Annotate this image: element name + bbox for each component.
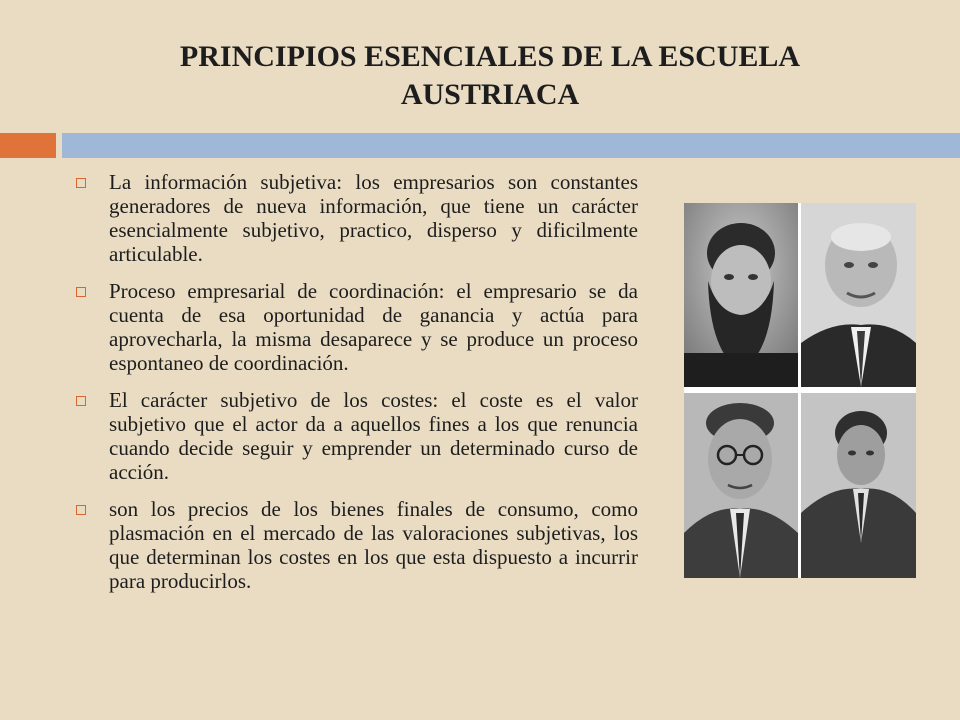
portrait-elderly-man-icon <box>801 203 916 387</box>
square-bullet-icon <box>76 505 86 515</box>
square-bullet-icon <box>76 396 86 406</box>
bullet-text: Proceso empresarial de coordinación: el empresario se da cuenta de esa oportunidad de ganancia y actúa para aprovecharla, la misma desaparece y se produce un proceso espontaneo de coordinación. <box>109 279 638 375</box>
slide-title-line-2: AUSTRIACA <box>400 78 580 111</box>
portrait-man-suit-icon <box>801 393 916 578</box>
square-bullet-icon <box>76 178 86 188</box>
slide-title <box>130 38 850 114</box>
accent-bar-orange <box>0 133 56 158</box>
slide-title-line-1: PRINCIPIOS ESENCIALES DE LA ESCUELA <box>179 40 801 73</box>
bullet-item <box>76 170 638 266</box>
accent-bar-blue <box>62 133 960 158</box>
bullet-list <box>76 170 638 606</box>
bullet-item <box>76 388 638 484</box>
bullet-text: son los precios de los bienes finales de consumo, como plasmación en el mercado de las valoraciones subjetivas, los que determinan los costes en los que esta dispuesto a incurrir para producirlos. <box>109 497 638 593</box>
portrait-man-glasses-icon <box>684 393 798 578</box>
bullet-item <box>76 279 638 375</box>
bullet-item <box>76 497 638 593</box>
square-bullet-icon <box>76 287 86 297</box>
portrait-collage <box>684 203 916 578</box>
bullet-text: La información subjetiva: los empresarios son constantes generadores de nueva información, que tiene un carácter esencialmente subjetivo, practico, disperso y dificilmente articulable. <box>109 170 638 266</box>
portrait-bearded-man-icon <box>684 203 798 387</box>
bullet-text: El carácter subjetivo de los costes: el coste es el valor subjetivo que el actor da a aquellos fines a los que renuncia cuando decide seguir y emprender un determinado curso de acción. <box>109 388 638 484</box>
